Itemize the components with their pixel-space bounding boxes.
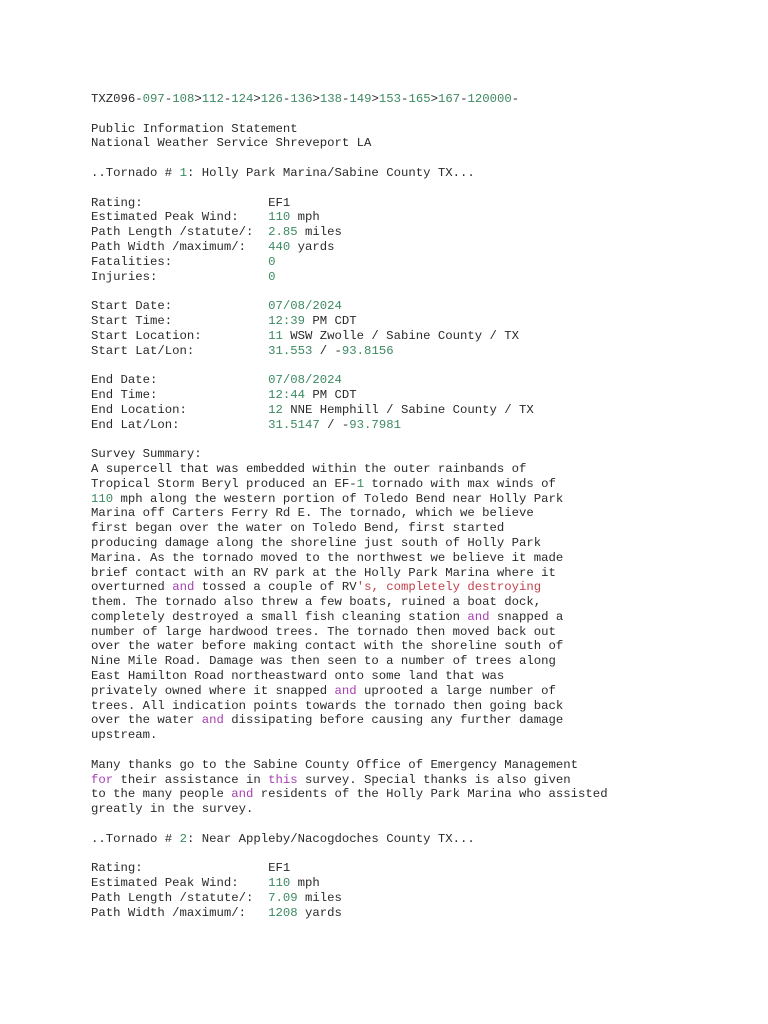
fatalities-line: Fatalities: 0 xyxy=(91,254,276,269)
path-width-line: Path Width /maximum/: 440 yards xyxy=(91,239,335,254)
blank-line xyxy=(91,107,608,122)
start-date-line: Start Date: 07/08/2024 xyxy=(91,299,342,314)
survey-summary-line: over the water before making contact with the shoreline south of xyxy=(91,639,564,654)
thanks-line: greatly in the survey. xyxy=(91,802,254,817)
start-latlon-line: Start Lat/Lon: 31.553 / -93.8156 xyxy=(91,343,394,358)
survey-summary-line: Marina. As the tornado moved to the northwest we believe it made xyxy=(91,550,564,565)
blank-line xyxy=(91,432,608,447)
path-length-line: Path Length /statute/: 7.09 miles xyxy=(91,891,342,906)
tornado-2-heading: ..Tornado # 2: Near Appleby/Nacogdoches County TX... xyxy=(91,831,475,846)
end-time-line: End Time: 12:44 PM CDT xyxy=(91,387,357,402)
blank-line xyxy=(91,151,608,166)
blank-line xyxy=(91,284,608,299)
statement-title: Public Information Statement xyxy=(91,121,298,136)
survey-summary-line: 110 mph along the western portion of Toledo Bend near Holly Park xyxy=(91,491,564,506)
zone-code: TXZ096-097-108>112-124>126-136>138-149>153-165>167-120000- xyxy=(91,92,520,106)
rating-line: Rating: EF1 xyxy=(91,861,291,876)
path-width-line: Path Width /maximum/: 1208 yards xyxy=(91,905,342,920)
path-length-line: Path Length /statute/: 2.85 miles xyxy=(91,225,342,240)
statement-text xyxy=(91,92,608,921)
thanks-line: Many thanks go to the Sabine County Office of Emergency Management xyxy=(91,757,579,772)
issuing-office: National Weather Service Shreveport LA xyxy=(91,136,372,151)
survey-summary-line: over the water and dissipating before causing any further damage xyxy=(91,713,564,728)
survey-summary-line: East Hamilton Road northeastward onto some land that was xyxy=(91,669,505,684)
end-latlon-line: End Lat/Lon: 31.5147 / -93.7981 xyxy=(91,417,401,432)
peak-wind-line: Estimated Peak Wind: 110 mph xyxy=(91,210,320,225)
thanks-line: for their assistance in this survey. Special thanks is also given xyxy=(91,772,571,787)
blank-line xyxy=(91,743,608,758)
survey-summary-line: number of large hardwood trees. The tornado then moved back out xyxy=(91,624,556,639)
end-location-line: End Location: 12 NNE Hemphill / Sabine County / TX xyxy=(91,402,534,417)
peak-wind-line: Estimated Peak Wind: 110 mph xyxy=(91,876,320,891)
survey-summary-line: privately owned where it snapped and uprooted a large number of xyxy=(91,683,556,698)
survey-summary-label: Survey Summary: xyxy=(91,447,202,462)
survey-summary-line: them. The tornado also threw a few boats, ruined a boat dock, xyxy=(91,595,542,610)
survey-summary-line: Nine Mile Road. Damage was then seen to a number of trees along xyxy=(91,654,556,669)
survey-summary-line: completely destroyed a small fish cleaning station and snapped a xyxy=(91,609,564,624)
survey-summary-line: overturned and tossed a couple of RV's, completely destroying xyxy=(91,580,542,595)
survey-summary-line: Tropical Storm Beryl produced an EF-1 tornado with max winds of xyxy=(91,476,556,491)
end-date-line: End Date: 07/08/2024 xyxy=(91,373,342,388)
survey-summary-line: Marina off Carters Ferry Rd E. The tornado, which we believe xyxy=(91,506,534,521)
blank-line xyxy=(91,358,608,373)
survey-summary-line: producing damage along the shoreline just south of Holly Park xyxy=(91,535,542,550)
start-location-line: Start Location: 11 WSW Zwolle / Sabine County / TX xyxy=(91,328,520,343)
survey-summary-line: trees. All indication points towards the tornado then going back xyxy=(91,698,564,713)
survey-summary-line: A supercell that was embedded within the outer rainbands of xyxy=(91,461,527,476)
survey-summary-line: first began over the water on Toledo Bend, first started xyxy=(91,521,505,536)
rating-line: Rating: EF1 xyxy=(91,195,291,210)
survey-summary-line: upstream. xyxy=(91,728,158,743)
blank-line xyxy=(91,817,608,832)
start-time-line: Start Time: 12:39 PM CDT xyxy=(91,313,357,328)
blank-line xyxy=(91,847,608,862)
tornado-1-heading: ..Tornado # 1: Holly Park Marina/Sabine County TX... xyxy=(91,165,475,180)
survey-summary-line: brief contact with an RV park at the Holly Park Marina where it xyxy=(91,565,556,580)
thanks-line: to the many people and residents of the Holly Park Marina who assisted xyxy=(91,787,608,802)
blank-line xyxy=(91,181,608,196)
injuries-line: Injuries: 0 xyxy=(91,269,276,284)
